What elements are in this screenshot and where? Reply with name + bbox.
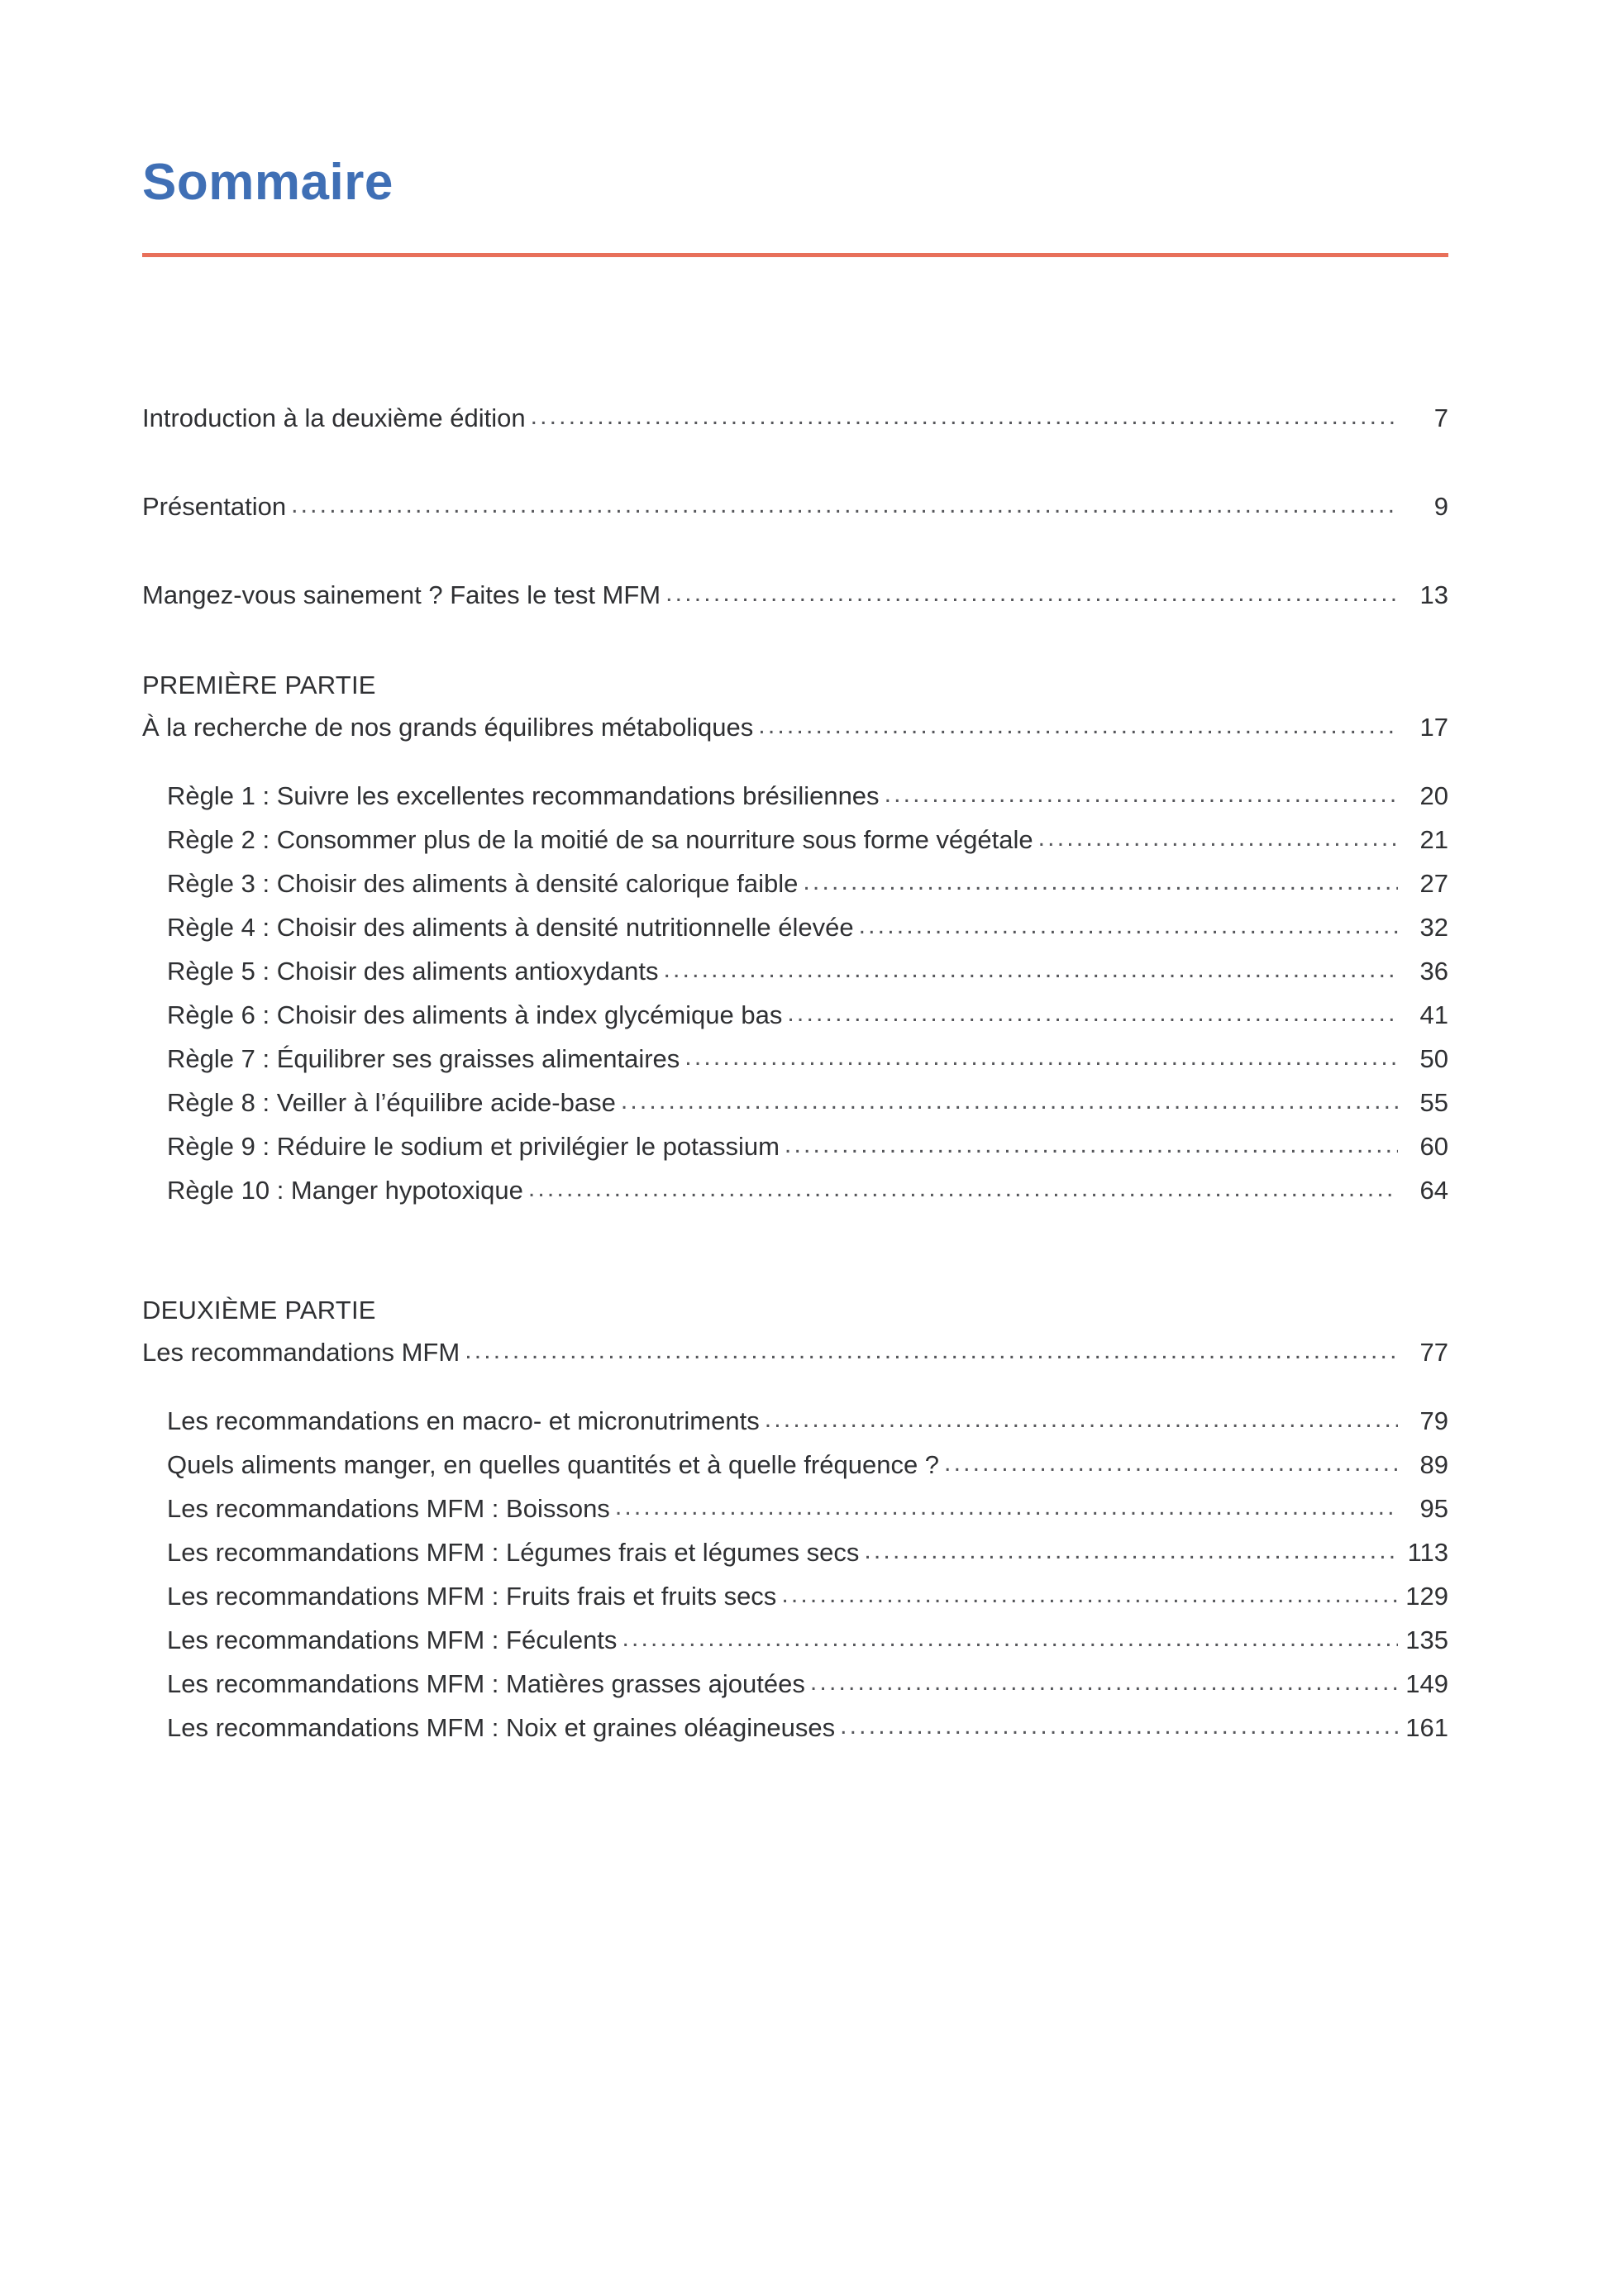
toc-entry-label: Règle 7 : Équilibrer ses graisses alimentaires	[167, 1044, 680, 1073]
toc-entry[interactable]	[167, 871, 1448, 896]
toc-entry-label: Les recommandations MFM : Fruits frais et fruits secs	[167, 1582, 777, 1611]
toc-entry-label: Les recommandations MFM	[142, 1338, 460, 1367]
toc-part-title-entry[interactable]	[142, 1339, 1448, 1365]
toc-entry[interactable]	[167, 783, 1448, 809]
toc-entry-label: Quels aliments manger, en quelles quantités et à quelle fréquence ?	[167, 1450, 940, 1479]
toc-entry[interactable]	[167, 1496, 1448, 1521]
toc-entry-page: 13	[1419, 580, 1448, 609]
toc-entry-label: Les recommandations MFM : Noix et graines oléagineuses	[167, 1713, 836, 1742]
toc-entry[interactable]	[142, 405, 1448, 431]
toc-entry-page: 89	[1419, 1450, 1448, 1479]
dot-leader	[785, 1138, 1398, 1159]
toc-entry-page: 20	[1419, 781, 1448, 810]
toc-entry-page: 36	[1419, 957, 1448, 986]
toc-entry-page: 129	[1405, 1582, 1448, 1611]
dot-leader	[810, 1675, 1398, 1697]
dot-leader	[615, 1500, 1398, 1521]
toc-entry-label: Les recommandations MFM : Légumes frais et légumes secs	[167, 1538, 860, 1567]
toc-part-title-entry[interactable]	[142, 714, 1448, 740]
toc-entry-label: Les recommandations en macro- et micronutriments	[167, 1406, 760, 1435]
toc-entry[interactable]	[167, 1002, 1448, 1028]
dot-leader	[621, 1094, 1398, 1115]
toc-entry-page: 60	[1419, 1132, 1448, 1161]
dot-leader	[758, 718, 1398, 740]
toc-part-items	[142, 1408, 1448, 1740]
toc-entry[interactable]	[142, 582, 1448, 608]
toc-entry-label: Règle 1 : Suivre les excellentes recommandations brésiliennes	[167, 781, 880, 810]
dot-leader	[531, 409, 1398, 431]
toc-entry-page: 55	[1419, 1088, 1448, 1117]
dot-leader	[528, 1181, 1398, 1203]
dot-leader	[840, 1719, 1398, 1740]
toc-entry-label: Les recommandations MFM : Féculents	[167, 1625, 618, 1654]
toc-entry[interactable]	[167, 914, 1448, 940]
toc-entry-page: 21	[1419, 825, 1448, 854]
toc-entry-page: 79	[1419, 1406, 1448, 1435]
toc-entry-label: Mangez-vous sainement ? Faites le test MFM	[142, 580, 661, 609]
section-spacer	[142, 1221, 1448, 1296]
toc-entry[interactable]	[167, 1046, 1448, 1072]
toc-entry-label: Les recommandations MFM : Boissons	[167, 1494, 610, 1523]
toc-entry-page: 9	[1433, 492, 1448, 521]
dot-leader	[864, 1544, 1398, 1565]
dot-leader	[765, 1412, 1398, 1434]
page-title: Sommaire	[142, 154, 394, 211]
toc-entry[interactable]	[167, 1715, 1448, 1740]
toc-part-premiere	[142, 671, 1448, 1203]
toc-entry-label: Règle 8 : Veiller à l’équilibre acide-base	[167, 1088, 616, 1117]
toc-entry[interactable]	[167, 1090, 1448, 1115]
toc-entry[interactable]	[167, 1539, 1448, 1565]
dot-leader	[944, 1456, 1398, 1477]
dot-leader	[665, 586, 1398, 608]
toc-entry[interactable]	[167, 958, 1448, 984]
toc-entry-page: 27	[1419, 869, 1448, 898]
toc-entry-label: Règle 10 : Manger hypotoxique	[167, 1176, 523, 1205]
toc-entry-label: Règle 4 : Choisir des aliments à densité nutritionnelle élevée	[167, 913, 854, 942]
toc-entry[interactable]	[167, 1627, 1448, 1653]
toc-entry-label: Règle 9 : Réduire le sodium et privilégier le potassium	[167, 1132, 780, 1161]
toc-entry-page: 64	[1419, 1176, 1448, 1205]
toc-part-items	[142, 783, 1448, 1203]
dot-leader	[663, 962, 1398, 984]
toc-entry-label: Présentation	[142, 492, 287, 521]
toc-entry-page: 7	[1433, 403, 1448, 432]
dot-leader	[684, 1050, 1398, 1072]
dot-leader	[859, 919, 1398, 940]
toc-entry-label: Règle 5 : Choisir des aliments antioxydants	[167, 957, 659, 986]
toc-part-deuxieme	[142, 1296, 1448, 1740]
dot-leader	[803, 875, 1398, 896]
toc-entry-page: 161	[1405, 1713, 1448, 1742]
toc-entry-label: Les recommandations MFM : Matières grasses ajoutées	[167, 1669, 805, 1698]
toc-entry-page: 17	[1419, 713, 1448, 742]
toc-entry-label: À la recherche de nos grands équilibres métaboliques	[142, 713, 754, 742]
toc-entry-page: 149	[1405, 1669, 1448, 1698]
dot-leader	[787, 1006, 1398, 1028]
toc-entry[interactable]	[142, 494, 1448, 519]
toc-entry-label: Introduction à la deuxième édition	[142, 403, 526, 432]
dot-leader	[291, 498, 1398, 519]
dot-leader	[1038, 831, 1398, 852]
toc-entry-label: Règle 6 : Choisir des aliments à index glycémique bas	[167, 1000, 783, 1029]
dot-leader	[885, 787, 1398, 809]
toc-entry-page: 32	[1419, 913, 1448, 942]
table-of-contents	[142, 405, 1448, 1759]
toc-entry[interactable]	[167, 1583, 1448, 1609]
toc-entry-page: 50	[1419, 1044, 1448, 1073]
dot-leader	[781, 1587, 1398, 1609]
toc-entry-page: 77	[1419, 1338, 1448, 1367]
toc-entry-page: 135	[1405, 1625, 1448, 1654]
toc-entry-page: 95	[1419, 1494, 1448, 1523]
toc-entry[interactable]	[167, 1134, 1448, 1159]
title-divider	[142, 253, 1448, 257]
toc-entry-label: Règle 3 : Choisir des aliments à densité calorique faible	[167, 869, 799, 898]
dot-leader	[465, 1344, 1398, 1365]
part-kicker: DEUXIÈME PARTIE	[142, 1296, 376, 1325]
toc-entry[interactable]	[167, 1452, 1448, 1477]
toc-entry[interactable]	[167, 1177, 1448, 1203]
toc-entry-label: Règle 2 : Consommer plus de la moitié de sa nourriture sous forme végétale	[167, 825, 1033, 854]
toc-entry[interactable]	[167, 1671, 1448, 1697]
part-kicker: PREMIÈRE PARTIE	[142, 671, 376, 699]
toc-entry[interactable]	[167, 1408, 1448, 1434]
toc-entry[interactable]	[167, 827, 1448, 852]
dot-leader	[622, 1631, 1398, 1653]
toc-entry-page: 113	[1407, 1538, 1448, 1567]
toc-entry-page: 41	[1419, 1000, 1448, 1029]
